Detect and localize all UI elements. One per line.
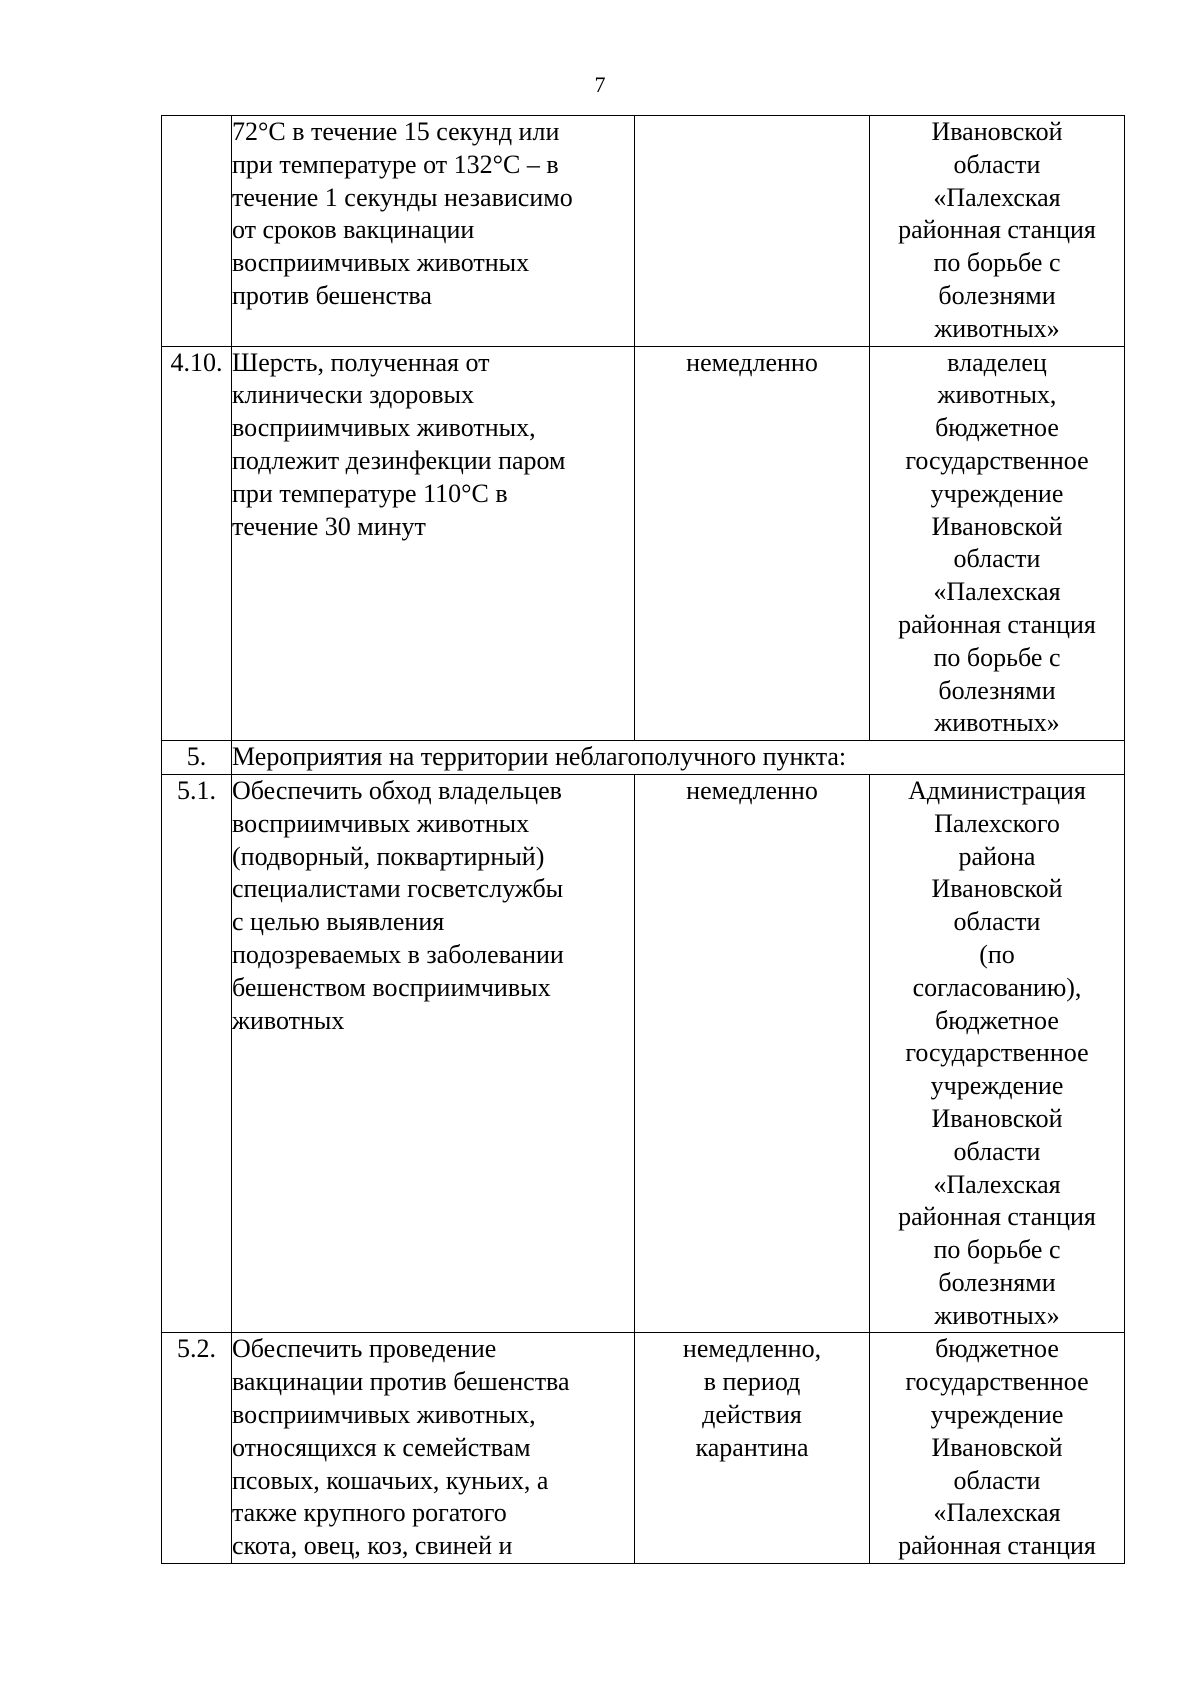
measure-term [635, 116, 870, 347]
measure-description: 72°C в течение 15 секунд или при температуре от 132°C – в течение 1 секунды независимо от сроков вакцинации восприимчивых животных против бешенства [232, 116, 635, 347]
measures-table [161, 115, 1125, 1564]
responsible-party: Ивановской области «Палехская районная станция по борьбе с болезнями животных» [870, 116, 1125, 347]
row-number: 5.1. [162, 774, 232, 1333]
table-row [162, 774, 1125, 1333]
measure-term: немедленно [635, 774, 870, 1333]
responsible-party: бюджетное государственное учреждение Ивановской области «Палехская районная станция [870, 1333, 1125, 1564]
responsible-party: Администрация Палехского района Ивановской области (по согласованию), бюджетное государственное учреждение Ивановской области «Палехская районная станция по борьбе с болезнями животных» [870, 774, 1125, 1333]
measure-term: немедленно, в период действия карантина [635, 1333, 870, 1564]
section-row [162, 741, 1125, 775]
row-number [162, 116, 232, 347]
measure-description: Шерсть, полученная от клинически здоровых восприимчивых животных, подлежит дезинфекции паром при температуре 110°C в течение 30 минут [232, 346, 635, 741]
measure-term: немедленно [635, 346, 870, 741]
row-number: 4.10. [162, 346, 232, 741]
responsible-party: владелец животных, бюджетное государственное учреждение Ивановской области «Палехская районная станция по борьбе с болезнями животных» [870, 346, 1125, 741]
row-number: 5.2. [162, 1333, 232, 1564]
table-row [162, 1333, 1125, 1564]
table-row [162, 116, 1125, 347]
page-number: 7 [594, 72, 606, 97]
section-title: Мероприятия на территории неблагополучного пункта: [232, 741, 1125, 775]
table-row [162, 346, 1125, 741]
row-number: 5. [162, 741, 232, 775]
measure-description: Обеспечить обход владельцев восприимчивых животных (подворный, поквартирный) специалистами госветслужбы с целью выявления подозреваемых в заболевании бешенством восприимчивых животных [232, 774, 635, 1333]
measure-description: Обеспечить проведение вакцинации против бешенства восприимчивых животных, относящихся к семействам псовых, кошачьих, куньих, а также крупного рогатого скота, овец, коз, свиней и [232, 1333, 635, 1564]
